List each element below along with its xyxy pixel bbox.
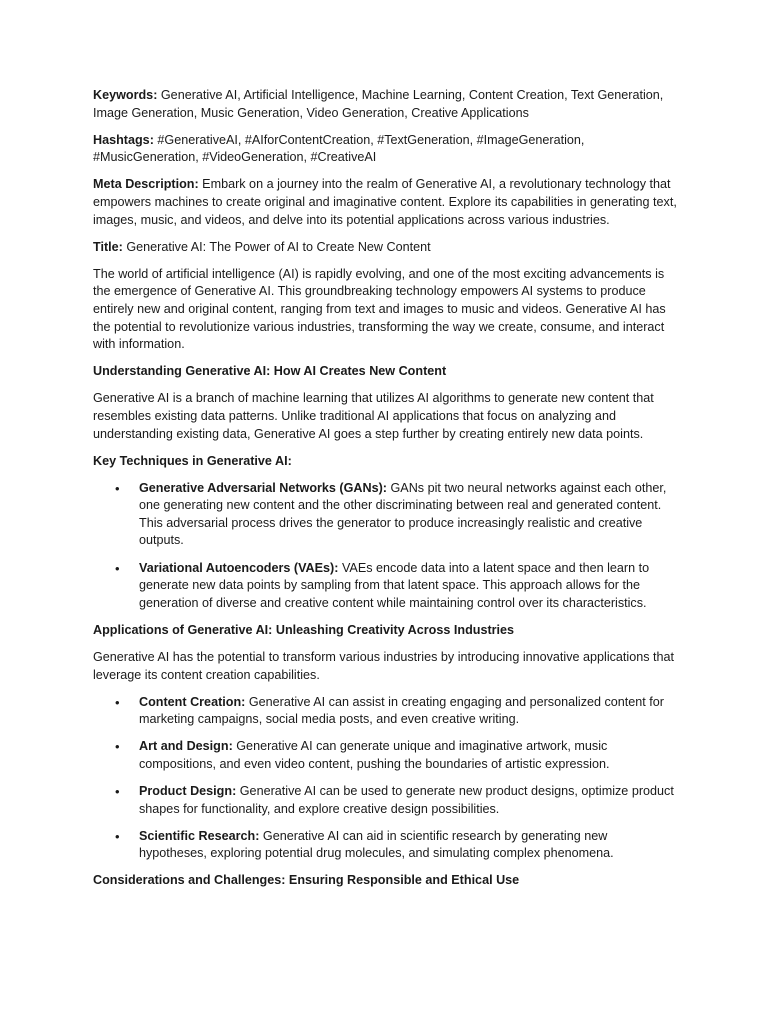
section-heading-understanding: Understanding Generative AI: How AI Creates New Content: [93, 364, 447, 379]
intro-paragraph: The world of artificial intelligence (AI) is rapidly evolving, and one of the most exciting advancements is the emergence of Generative AI. This groundbreaking technology empowers AI systems to produce entirely new and original content, ranging from text and images to music and videos. Generative AI has the potential to revolutionize various industries, transforming the way we create, consume, and interact with information.: [93, 266, 666, 352]
list-item: [93, 828, 678, 863]
bullet-icon: •: [115, 480, 120, 496]
applications-list: [93, 694, 678, 863]
bullet-icon: •: [115, 694, 120, 710]
bullet-icon: •: [115, 739, 120, 755]
bullet-icon: •: [115, 828, 120, 844]
list-item-term: Variational Autoencoders (VAEs):: [139, 560, 339, 575]
keywords-text: Generative AI, Artificial Intelligence, Machine Learning, Content Creation, Text Generation, Image Generation, Music Generation, Video Generation, Creative Applications: [93, 88, 664, 120]
meta-description-text: Embark on a journey into the realm of Generative AI, a revolutionary technology that empowers machines to create original and imaginative content. Explore its capabilities in generating text, images, music, and videos, and delve into its potential applications across various industries.: [93, 177, 677, 227]
list-item: [93, 783, 678, 818]
title-paragraph: [93, 239, 678, 257]
section-heading-applications: Applications of Generative AI: Unleashing Creativity Across Industries: [93, 622, 515, 637]
list-item: [93, 694, 678, 729]
meta-description-label: Meta Description:: [93, 177, 199, 192]
section-heading-techniques: Key Techniques in Generative AI:: [93, 453, 292, 468]
list-item-term: Generative Adversarial Networks (GANs):: [139, 480, 388, 495]
list-item: [93, 560, 678, 613]
title-text: Generative AI: The Power of AI to Create New Content: [126, 239, 431, 254]
techniques-list: [93, 480, 678, 613]
list-item-term: Scientific Research:: [139, 828, 260, 843]
section-body-applications: Generative AI has the potential to transform various industries by introducing innovative applications that leverage its content creation capabilities.: [93, 649, 675, 682]
hashtags-text: #GenerativeAI, #AIforContentCreation, #TextGeneration, #ImageGeneration, #MusicGeneration, #VideoGeneration, #CreativeAI: [93, 132, 585, 165]
bullet-icon: •: [115, 784, 120, 799]
list-item-text: Generative AI can be used to generate new product designs, optimize product shapes for functionality, and explore creative design possibilities.: [139, 784, 674, 816]
keywords-paragraph: [93, 87, 678, 122]
meta-description-paragraph: [93, 176, 678, 229]
section-heading-considerations: Considerations and Challenges: Ensuring Responsible and Ethical Use: [93, 873, 520, 888]
section-body-understanding: Generative AI is a branch of machine learning that utilizes AI algorithms to generate new content that resembles existing data patterns. Unlike traditional AI applications that focus on analyzing and understanding existing data, Generative AI goes a step further by creating entirely new data points.: [93, 391, 654, 441]
title-label: Title:: [93, 239, 123, 254]
list-item-text: VAEs encode data into a latent space and then learn to generate new data points by sampling from that latent space. This approach allows for the generation of diverse and creative content while maintaining control over its characteristics.: [139, 560, 650, 610]
hashtags-label: Hashtags:: [93, 132, 154, 147]
list-item-term: Art and Design:: [139, 739, 233, 754]
list-item-term: Product Design:: [139, 784, 237, 798]
list-item-text: Generative AI can aid in scientific research by generating new hypotheses, exploring potential drug molecules, and simulating complex phenomena.: [139, 828, 614, 861]
list-item: [93, 480, 678, 550]
list-item-text: Generative AI can generate unique and imaginative artwork, music compositions, and even video content, pushing the boundaries of artistic expression.: [139, 739, 610, 771]
list-item: [93, 738, 678, 773]
document-page: [93, 87, 678, 899]
bullet-icon: •: [115, 560, 120, 576]
list-item-text: Generative AI can assist in creating engaging and personalized content for marketing campaigns, social media posts, and even creative writing.: [139, 694, 665, 727]
hashtags-paragraph: [93, 132, 678, 167]
list-item-term: Content Creation:: [139, 694, 246, 709]
keywords-label: Keywords:: [93, 88, 158, 102]
list-item-text: GANs pit two neural networks against each other, one generating new content and the other discriminating between real and generated content. This adversarial process drives the generator to produce increasingly realistic and creative outputs.: [139, 480, 667, 548]
